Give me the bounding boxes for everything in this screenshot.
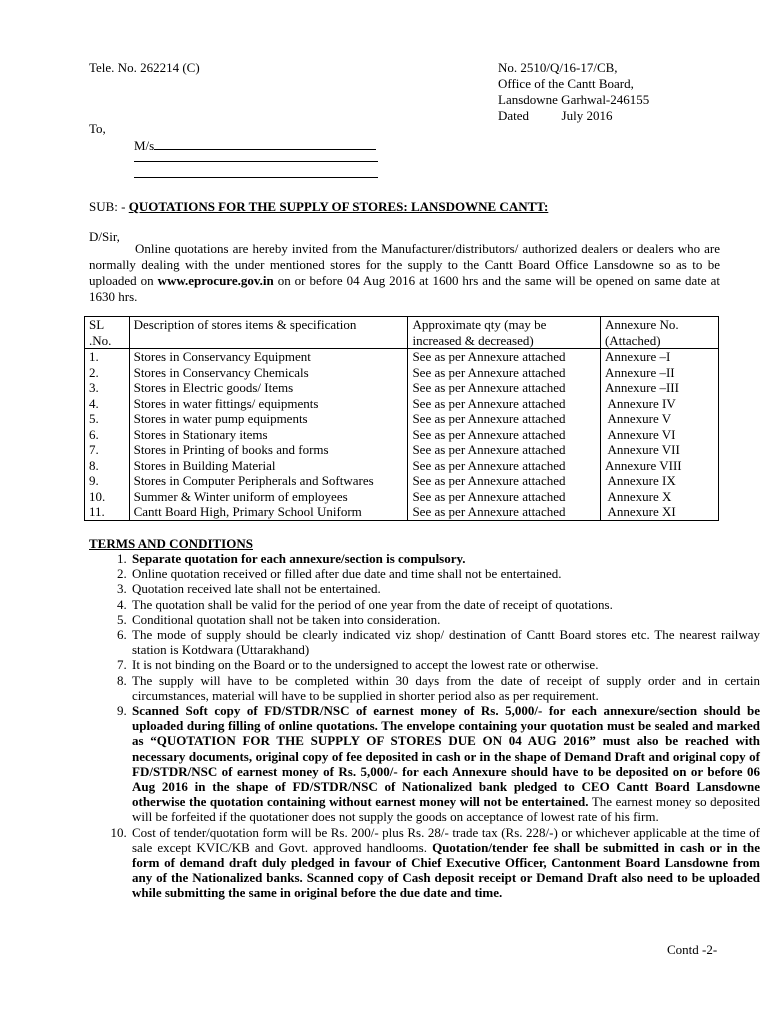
qty-cell: See as per Annexure attached	[408, 442, 601, 458]
term-5: 5. Conditional quotation shall not be taken into consideration.	[130, 612, 760, 627]
description-cell: Stores in Electric goods/ Items	[129, 380, 408, 396]
term-7: 7. It is not binding on the Board or to the undersigned to accept the lowest rate or otherwise.	[130, 657, 760, 672]
subject-prefix: SUB: -	[89, 199, 129, 214]
term-10-bold: Quotation/tender fee shall be submitted in cash or in the form of demand draft duly pledged in favour of Chief Executive Officer, Cantonment Board Lansdowne from any of the Nationalized banks. Scanned copy of Cash deposit receipt or Demand Draft also need to be uploaded while submitting the same in original before the due date and time.	[132, 839, 760, 901]
description-cell: Stores in Conservancy Chemicals	[129, 365, 408, 381]
sl-no-cell: 8.	[85, 458, 130, 474]
sl-no-cell: 11.	[85, 504, 130, 520]
description-cell: Summer & Winter uniform of employees	[129, 489, 408, 505]
ms-label: M/s	[134, 138, 155, 153]
annexure-cell: Annexure –III	[600, 380, 718, 396]
sl-no-cell: 10.	[85, 489, 130, 505]
stores-table	[84, 316, 719, 521]
qty-cell: See as per Annexure attached	[408, 349, 601, 365]
table-header-row	[85, 317, 719, 349]
sl-no-cell: 9.	[85, 473, 130, 489]
description-cell: Stores in Conservancy Equipment	[129, 349, 408, 365]
reference-number: No. 2510/Q/16-17/CB,	[498, 60, 618, 75]
description-cell: Stores in water fittings/ equipments	[129, 396, 408, 412]
table-body	[85, 349, 719, 521]
website-link: www.eprocure.gov.in	[157, 273, 274, 288]
intro-paragraph	[89, 241, 720, 305]
term-6: 6. The mode of supply should be clearly indicated viz shop/ destination of Cantt Board stores etc. The nearest railway station is Kotdwara (Uttarakhand)	[130, 627, 760, 657]
qty-cell: See as per Annexure attached	[408, 380, 601, 396]
term-9-bold: Scanned Soft copy of FD/STDR/NSC of earnest money of Rs. 5,000/- for each annexure/section should be uploaded during filling of online quotations. The envelope containing your quotation must be sealed and marked as “QUOTATION FOR THE SUPPLY OF STORES DUE ON 04 AUG 2016” must also be reached with necessary documents, original copy of fee deposited in cash or in the shape of Demand Draft and original copy of FD/STDR/NSC of earnest money of Rs. 5,000/- for each Annexure should have to be deposited on or before 06 Aug 2016 in the shape of FD/STDR/NSC of Nationalized bank pledged to CEO Cantt Board Lansdowne otherwise the quotation containing without earnest money will not be entertained.	[132, 703, 760, 810]
subject-line	[89, 199, 548, 215]
subject-text: QUOTATIONS FOR THE SUPPLY OF STORES: LANSDOWNE CANTT:	[128, 199, 549, 214]
header-description: Description of stores items & specification	[129, 317, 408, 349]
table-row	[85, 442, 719, 458]
to-label: To,	[89, 121, 106, 136]
table-row	[85, 396, 719, 412]
term-4: 4. The quotation shall be valid for the period of one year from the date of receipt of quotations.	[130, 597, 760, 612]
sl-no-cell: 1.	[85, 349, 130, 365]
description-cell: Stores in Building Material	[129, 458, 408, 474]
term-2: 2. Online quotation received or filled after due date and time shall not be entertained.	[130, 566, 760, 581]
description-cell: Stores in Stationary items	[129, 427, 408, 443]
addressee-blank	[154, 138, 376, 150]
term-9	[130, 703, 760, 825]
table-row	[85, 365, 719, 381]
qty-cell: See as per Annexure attached	[408, 365, 601, 381]
sl-no-cell: 5.	[85, 411, 130, 427]
qty-cell: See as per Annexure attached	[408, 411, 601, 427]
term-3: 3. Quotation received late shall not be entertained.	[130, 581, 760, 596]
office-name: Office of the Cantt Board,	[498, 76, 634, 91]
annexure-cell: Annexure IX	[600, 473, 718, 489]
description-cell: Stores in water pump equipments	[129, 411, 408, 427]
term-1	[130, 551, 760, 566]
term-8: 8. The supply will have to be completed within 30 days from the date of receipt of supply order and in certain circumstances, material will have to be supplied in shorter period also as per requirement.	[130, 673, 760, 703]
table-row	[85, 349, 719, 365]
qty-cell: See as per Annexure attached	[408, 489, 601, 505]
table-row	[85, 473, 719, 489]
header-annexure: Annexure No. (Attached)	[600, 317, 718, 349]
terms-title: TERMS AND CONDITIONS	[89, 536, 253, 551]
address-blank-line-2	[134, 161, 378, 162]
term-10-normal: Cost of tender/quotation form will be Rs. 200/- plus Rs. 28/- trade tax (Rs. 228/-) or whichever applicable at the time of sale except KVIC/KB and Govt. approved handlooms.	[132, 824, 760, 855]
header-sl-no: SL .No.	[85, 317, 130, 349]
annexure-cell: Annexure V	[600, 411, 718, 427]
annexure-cell: Annexure –I	[600, 349, 718, 365]
qty-cell: See as per Annexure attached	[408, 473, 601, 489]
qty-cell: See as per Annexure attached	[408, 396, 601, 412]
address-blank-line-3	[134, 177, 378, 178]
sl-no-cell: 6.	[85, 427, 130, 443]
table-row	[85, 427, 719, 443]
qty-cell: See as per Annexure attached	[408, 504, 601, 520]
annexure-cell: Annexure XI	[600, 504, 718, 520]
term-1-text: Separate quotation for each annexure/section is compulsory.	[132, 551, 466, 566]
table-row	[85, 458, 719, 474]
description-cell: Cantt Board High, Primary School Uniform	[129, 504, 408, 520]
office-address: Lansdowne Garhwal-246155	[498, 92, 650, 107]
reference-block	[498, 60, 649, 124]
table-row	[85, 504, 719, 520]
addressee-line	[134, 138, 376, 154]
table-row	[85, 489, 719, 505]
continued-label: Contd -2-	[667, 942, 718, 957]
annexure-cell: Annexure VIII	[600, 458, 718, 474]
sl-no-cell: 2.	[85, 365, 130, 381]
intro-text-2: on or before 04 Aug 2016 at 1600 hrs and the same will be opened on same date at 1630 hrs.	[89, 273, 721, 304]
annexure-cell: Annexure –II	[600, 365, 718, 381]
qty-cell: See as per Annexure attached	[408, 427, 601, 443]
intro-text-1: Online quotations are hereby invited from the Manufacturer/distributors/ authorized dealers or dealers who are normally dealing with the under mentioned stores for the supply to the Cantt Board Office Lansdowne so as to be uploaded on	[89, 241, 720, 288]
term-10	[130, 825, 760, 901]
terms-list	[89, 551, 760, 901]
qty-cell: See as per Annexure attached	[408, 458, 601, 474]
term-9-normal: The earnest money so deposited will be forfeited if the quotationer does not supply the goods on acceptance of lowest rate of his firm.	[132, 794, 760, 825]
description-cell: Stores in Printing of books and forms	[129, 442, 408, 458]
annexure-cell: Annexure IV	[600, 396, 718, 412]
salutation: D/Sir,	[89, 229, 120, 244]
table-row	[85, 411, 719, 427]
sl-no-cell: 7.	[85, 442, 130, 458]
sl-no-cell: 3.	[85, 380, 130, 396]
sl-no-cell: 4.	[85, 396, 130, 412]
annexure-cell: Annexure VI	[600, 427, 718, 443]
dated: Dated July 2016	[498, 108, 613, 123]
description-cell: Stores in Computer Peripherals and Softwares	[129, 473, 408, 489]
telephone-number: Tele. No. 262214 (C)	[89, 60, 200, 75]
annexure-cell: Annexure X	[600, 489, 718, 505]
header-qty: Approximate qty (may be increased & decreased)	[408, 317, 601, 349]
annexure-cell: Annexure VII	[600, 442, 718, 458]
table-row	[85, 380, 719, 396]
